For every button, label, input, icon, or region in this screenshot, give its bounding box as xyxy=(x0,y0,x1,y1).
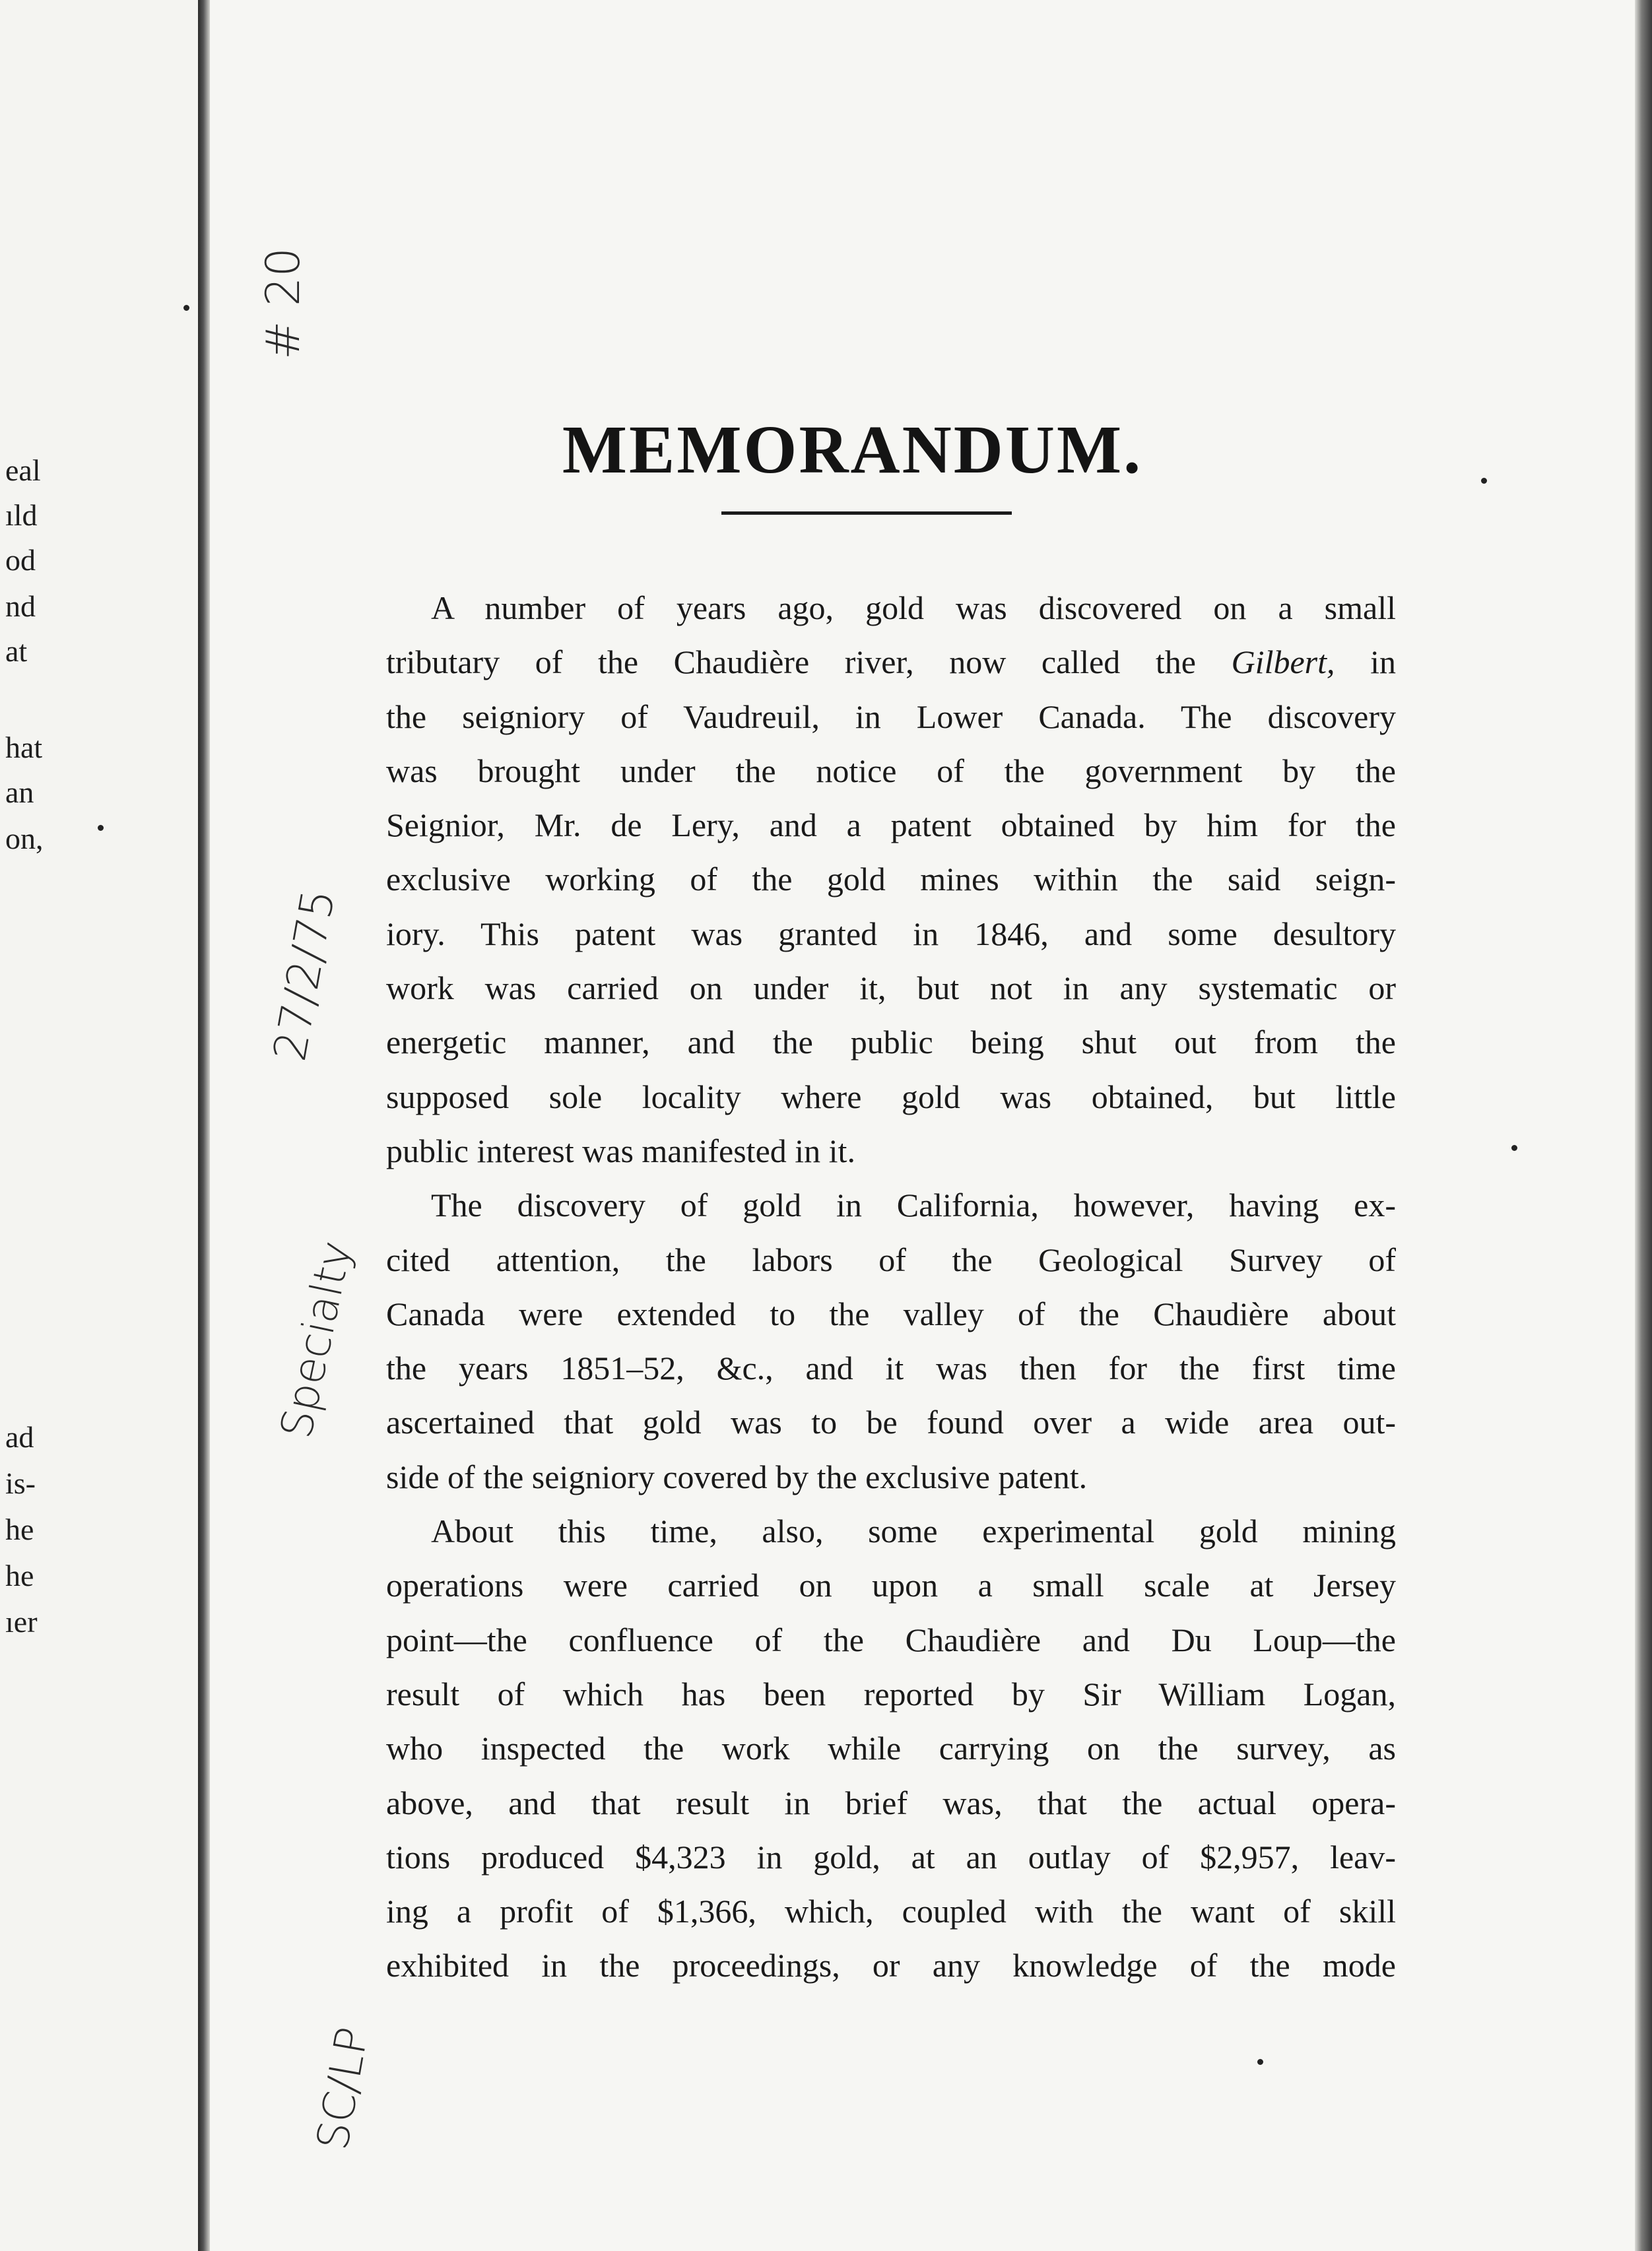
text-line: Canada were extended to the valley of the Chaudière about xyxy=(386,1295,1396,1332)
left-page-fragment: nd xyxy=(5,589,36,623)
left-page-fragment: od xyxy=(5,543,36,577)
left-page-fragment: at xyxy=(5,634,28,668)
text-line: result of which has been reported by Sir William Logan, xyxy=(386,1675,1396,1713)
text-line: ascertained that gold was to be found over a wide area out- xyxy=(386,1404,1396,1441)
text-line: who inspected the work while carrying on the survey, as xyxy=(386,1730,1396,1767)
left-page-fragment: is- xyxy=(5,1466,36,1500)
left-page-fragment: hat xyxy=(5,731,43,764)
scan-speck xyxy=(98,825,104,831)
text-line: exclusive working of the gold mines within the said seign- xyxy=(386,861,1396,898)
text-line: above, and that result in brief was, that the actual opera- xyxy=(386,1784,1396,1821)
text-line: public interest was manifested in it. xyxy=(386,1132,855,1169)
page-edge-shadow xyxy=(1635,0,1652,2251)
text-line: energetic manner, and the public being shut out from the xyxy=(386,1024,1396,1061)
left-page-fragment: ıer xyxy=(5,1605,38,1639)
left-page-fragment: ıld xyxy=(5,498,38,532)
handwritten-code: SC/LP xyxy=(307,2023,379,2154)
text-line: iory. This patent was granted in 1846, and some desultory xyxy=(386,915,1396,952)
text-line: tributary of the Chaudière river, now called the Gilbert, in xyxy=(386,643,1396,681)
text-line: the seigniory of Vaudreuil, in Lower Canada. The discovery xyxy=(386,698,1396,735)
text-line: A number of years ago, gold was discovered on a small xyxy=(431,589,1396,626)
scan-speck xyxy=(183,305,189,311)
text-line: point—the confluence of the Chaudière and Du Loup—the xyxy=(386,1621,1396,1658)
text-line: About this time, also, some experimental gold mining xyxy=(431,1513,1396,1550)
handwritten-folio-number: # 20 xyxy=(256,247,310,360)
previous-page-fragment xyxy=(0,0,203,2251)
page-title: MEMORANDUM. xyxy=(562,411,1143,488)
text-line: Seignior, Mr. de Lery, and a patent obtained by him for the xyxy=(386,806,1396,844)
italic-place-name: Gilbert, xyxy=(1231,643,1335,681)
text-line: was brought under the notice of the government by the xyxy=(386,752,1396,789)
scan-speck xyxy=(1257,2059,1263,2065)
text-line: tions produced $4,323 in gold, at an outlay of $2,957, leav- xyxy=(386,1838,1396,1876)
text-line: work was carried on under it, but not in any systematic or xyxy=(386,969,1396,1007)
left-page-fragment: he xyxy=(5,1559,34,1592)
text-line: cited attention, the labors of the Geological Survey of xyxy=(386,1241,1396,1278)
scan-speck xyxy=(1511,1145,1517,1151)
left-page-fragment: he xyxy=(5,1513,34,1546)
left-page-fragment: eal xyxy=(5,453,41,487)
text-line: supposed sole locality where gold was obtained, but little xyxy=(386,1078,1396,1115)
text-line: side of the seigniory covered by the exclusive patent. xyxy=(386,1458,1088,1495)
memorandum-body xyxy=(386,581,1396,1993)
handwritten-date: 27/2/75 xyxy=(264,885,346,1065)
left-page-fragment: on, xyxy=(5,822,44,855)
left-page-fragment: an xyxy=(5,775,34,809)
left-page-fragment: ad xyxy=(5,1420,34,1454)
title-rule xyxy=(721,511,1012,515)
page-gutter xyxy=(198,0,210,2251)
handwritten-label: Specialty xyxy=(271,1236,362,1443)
text-line: exhibited in the proceedings, or any knowledge of the mode xyxy=(386,1947,1396,1984)
text-line: ing a profit of $1,366, which, coupled with the want of skill xyxy=(386,1893,1396,1930)
text-line: The discovery of gold in California, however, having ex- xyxy=(431,1187,1396,1224)
text-line: the years 1851–52, &c., and it was then for the first time xyxy=(386,1350,1396,1387)
text-line: operations were carried on upon a small scale at Jersey xyxy=(386,1567,1396,1604)
